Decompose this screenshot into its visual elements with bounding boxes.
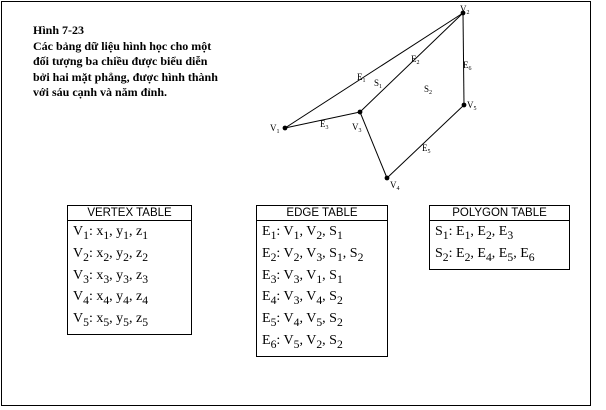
row-subscript: 3 bbox=[316, 250, 323, 264]
row-subscript: 4 bbox=[83, 294, 89, 308]
row-term: , V bbox=[299, 289, 317, 305]
row-subscript: 1 bbox=[336, 250, 343, 264]
row-subscript: 1 bbox=[442, 228, 449, 242]
row-term: , S bbox=[322, 289, 337, 305]
vertex-label-1: $V_1$ bbox=[270, 123, 280, 135]
vertex-table bbox=[67, 205, 192, 335]
row-term: : E bbox=[448, 224, 465, 239]
edge-label-5: $E_5$ bbox=[422, 143, 431, 155]
row-term: , y bbox=[109, 224, 124, 239]
table-row bbox=[435, 223, 563, 245]
row-subscript: 3 bbox=[142, 272, 149, 286]
row-term: V bbox=[73, 267, 84, 283]
row-term: V bbox=[73, 245, 84, 261]
row-term: : V bbox=[276, 267, 294, 283]
surface-label-2: $S_2$ bbox=[424, 84, 433, 96]
row-subscript: 2 bbox=[123, 250, 129, 264]
row-subscript: 2 bbox=[442, 250, 449, 264]
row-subscript: 1 bbox=[336, 272, 343, 286]
row-subscript: 2 bbox=[103, 250, 110, 264]
row-term: E bbox=[262, 245, 271, 261]
row-term: , V bbox=[299, 311, 317, 327]
polygon-table bbox=[429, 205, 570, 270]
row-subscript: 2 bbox=[336, 337, 343, 351]
caption-text: Các bảng dữ liệu hình học cho một đối tượng ba chiều được biểu diễn bởi hai mặt phẳng, được hình thành với sáu cạnh và năm đỉnh. bbox=[33, 38, 218, 99]
row-subscript: 4 bbox=[142, 294, 149, 308]
table-row bbox=[262, 310, 381, 332]
row-subscript: 5 bbox=[103, 315, 110, 329]
row-term: : V bbox=[276, 245, 294, 261]
edge-line-5 bbox=[387, 105, 464, 178]
row-term: S bbox=[435, 245, 443, 261]
row-term: E bbox=[262, 332, 271, 348]
row-subscript: 5 bbox=[142, 315, 149, 329]
vertex-point-1 bbox=[283, 126, 288, 131]
row-subscript: 1 bbox=[270, 228, 277, 242]
row-subscript: 1 bbox=[464, 228, 471, 242]
row-term: , S bbox=[342, 245, 358, 261]
caption-title: Hình 7-23 bbox=[33, 23, 85, 37]
edge-label-3: $E_3$ bbox=[320, 119, 329, 131]
row-subscript: 5 bbox=[507, 250, 514, 264]
row-subscript: 2 bbox=[142, 250, 149, 264]
row-subscript: 1 bbox=[293, 228, 300, 242]
row-subscript: 5 bbox=[83, 315, 89, 329]
row-term: , y bbox=[109, 245, 124, 261]
row-subscript: 3 bbox=[293, 272, 300, 286]
row-term: , E bbox=[491, 245, 508, 261]
row-subscript: 3 bbox=[83, 272, 89, 286]
vertex-table-body bbox=[67, 220, 192, 335]
edge-table bbox=[256, 205, 388, 357]
row-term: E bbox=[262, 224, 271, 239]
row-term: , z bbox=[129, 311, 143, 327]
table-row bbox=[262, 245, 381, 267]
row-subscript: 3 bbox=[103, 272, 110, 286]
row-term: , S bbox=[322, 311, 337, 327]
table-row bbox=[73, 267, 185, 289]
row-subscript: 1 bbox=[142, 228, 149, 242]
table-row bbox=[262, 267, 381, 289]
polygon-table-title: POLYGON TABLE bbox=[429, 205, 570, 220]
row-subscript: 2 bbox=[270, 250, 277, 264]
row-term: , E bbox=[513, 245, 529, 261]
row-term: , E bbox=[491, 224, 508, 239]
row-term: V bbox=[73, 289, 84, 305]
row-subscript: 4 bbox=[123, 294, 129, 308]
row-term: , S bbox=[322, 267, 337, 283]
table-row bbox=[435, 245, 563, 267]
row-term: : x bbox=[88, 224, 104, 239]
vertex-point-4 bbox=[385, 176, 390, 181]
edge-line-4 bbox=[360, 112, 387, 178]
table-row bbox=[73, 310, 185, 332]
row-term: , S bbox=[322, 224, 337, 239]
row-subscript: 4 bbox=[293, 315, 300, 329]
table-row bbox=[262, 223, 381, 245]
row-term: , S bbox=[322, 332, 337, 348]
edge-label-2: $E_2$ bbox=[411, 54, 420, 66]
row-subscript: 4 bbox=[485, 250, 492, 264]
polygon-table-body bbox=[429, 220, 570, 270]
row-subscript: 3 bbox=[123, 272, 129, 286]
row-term: E bbox=[262, 267, 271, 283]
row-subscript: 2 bbox=[464, 250, 471, 264]
row-subscript: 4 bbox=[103, 294, 110, 308]
row-term: S bbox=[435, 224, 443, 239]
row-term: : x bbox=[88, 267, 104, 283]
row-term: : x bbox=[88, 245, 104, 261]
row-subscript: 6 bbox=[270, 337, 277, 351]
edge-label-4: $E_6$ bbox=[463, 60, 472, 72]
row-term: , V bbox=[299, 245, 317, 261]
vertex-label-4: $V_4$ bbox=[390, 180, 400, 192]
row-term: , z bbox=[129, 267, 143, 283]
row-subscript: 2 bbox=[316, 337, 323, 351]
row-term: , y bbox=[109, 289, 124, 305]
vertex-label-3: $V_3$ bbox=[352, 122, 362, 134]
row-term: : x bbox=[88, 289, 104, 305]
row-subscript: 1 bbox=[103, 228, 110, 242]
row-term: : V bbox=[276, 332, 294, 348]
edge-table-body bbox=[256, 220, 388, 357]
table-row bbox=[73, 245, 185, 267]
row-subscript: 2 bbox=[316, 228, 323, 242]
edge-line-1 bbox=[285, 13, 463, 128]
vertex-point-5 bbox=[462, 103, 467, 108]
row-subscript: 2 bbox=[336, 315, 343, 329]
row-term: V bbox=[73, 224, 84, 239]
row-subscript: 6 bbox=[528, 250, 535, 264]
vertex-table-title: VERTEX TABLE bbox=[67, 205, 192, 220]
row-subscript: 1 bbox=[316, 272, 323, 286]
edge-line-6 bbox=[463, 13, 464, 105]
row-subscript: 1 bbox=[123, 228, 129, 242]
vertex-label-5: $V_5$ bbox=[467, 100, 477, 112]
row-subscript: 4 bbox=[270, 294, 277, 308]
row-subscript: 2 bbox=[336, 294, 343, 308]
row-term: , z bbox=[129, 245, 143, 261]
row-term: , y bbox=[109, 311, 124, 327]
table-row bbox=[73, 288, 185, 310]
row-subscript: 2 bbox=[83, 250, 89, 264]
row-term: , E bbox=[470, 245, 486, 261]
row-subscript: 5 bbox=[316, 315, 323, 329]
row-term: V bbox=[73, 311, 84, 327]
row-term: : x bbox=[88, 311, 104, 327]
edge-label-1: $E_1$ bbox=[357, 72, 366, 84]
row-term: E bbox=[262, 311, 271, 327]
row-term: : V bbox=[276, 224, 294, 239]
row-subscript: 3 bbox=[293, 294, 300, 308]
row-term: , S bbox=[322, 245, 337, 261]
table-row bbox=[262, 332, 381, 354]
row-term: : V bbox=[276, 289, 294, 305]
surface-label-1: $S_1$ bbox=[374, 78, 383, 90]
edge-table-title: EDGE TABLE bbox=[256, 205, 388, 220]
row-term: , z bbox=[129, 289, 143, 305]
row-subscript: 1 bbox=[83, 228, 89, 242]
table-row bbox=[73, 223, 185, 245]
row-subscript: 5 bbox=[123, 315, 129, 329]
row-term: E bbox=[262, 289, 271, 305]
row-term: , z bbox=[129, 224, 143, 239]
row-term: : V bbox=[276, 311, 294, 327]
row-subscript: 2 bbox=[293, 250, 300, 264]
row-term: , V bbox=[299, 332, 317, 348]
vertex-point-3 bbox=[358, 110, 363, 115]
row-term: , V bbox=[299, 267, 317, 283]
row-subscript: 4 bbox=[316, 294, 323, 308]
row-subscript: 5 bbox=[270, 315, 277, 329]
row-subscript: 3 bbox=[507, 228, 514, 242]
table-row bbox=[262, 288, 381, 310]
row-subscript: 5 bbox=[293, 337, 300, 351]
row-term: : E bbox=[448, 245, 465, 261]
row-subscript: 2 bbox=[485, 228, 492, 242]
row-subscript: 1 bbox=[336, 228, 343, 242]
row-term: , V bbox=[299, 224, 317, 239]
vertex-label-2: $V_2$ bbox=[460, 4, 470, 16]
row-subscript: 2 bbox=[357, 250, 364, 264]
row-term: , E bbox=[470, 224, 486, 239]
row-term: , y bbox=[109, 267, 124, 283]
row-subscript: 3 bbox=[270, 272, 277, 286]
